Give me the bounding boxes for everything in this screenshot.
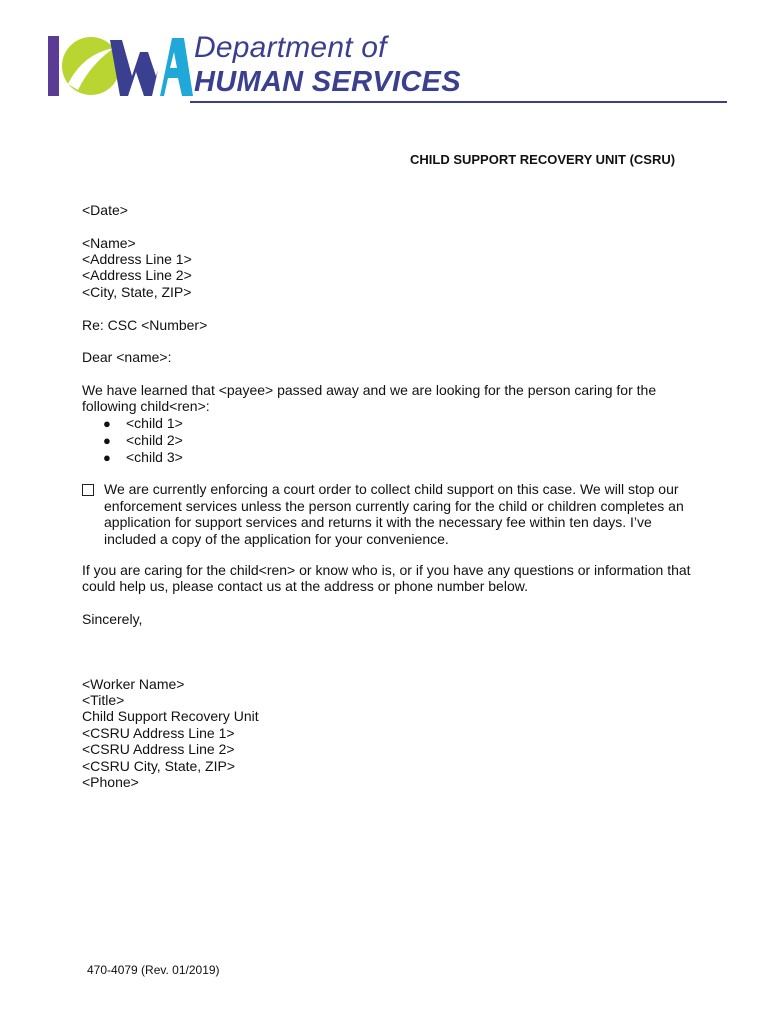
logo-letter-i (48, 36, 59, 96)
contact-line-2: could help us, please contact us at the address or phone number below. (82, 578, 528, 594)
iowa-logo (48, 34, 193, 98)
bullet-icon: ● (103, 416, 111, 431)
court-order-line: included a copy of the application for your convenience. (104, 530, 449, 547)
re-line: Re: CSC <Number> (82, 317, 208, 333)
child-label: <child 3> (126, 449, 183, 465)
court-order-text (104, 481, 704, 547)
closing: Sincerely, (82, 611, 143, 627)
intro-line-2: following child<ren>: (82, 398, 210, 414)
signature-address-line-2: <CSRU Address Line 2> (82, 741, 235, 757)
letter-date: <Date> (82, 202, 128, 218)
recipient-address-line-1: <Address Line 1> (82, 251, 192, 267)
unit-heading: CHILD SUPPORT RECOVERY UNIT (CSRU) (410, 152, 676, 167)
logo-letter-w (110, 40, 158, 96)
child-list-item (103, 432, 183, 450)
child-list-item (103, 449, 183, 467)
department-line-1: Department of (194, 31, 387, 64)
child-list-item (103, 415, 183, 433)
recipient-address-line-2: <Address Line 2> (82, 267, 192, 283)
child-label: <child 1> (126, 415, 183, 431)
contact-line-1: If you are caring for the child<ren> or know who is, or if you have any questions or information that (82, 562, 691, 578)
signature-unit: Child Support Recovery Unit (82, 708, 259, 724)
intro-line-1: We have learned that <payee> passed away and we are looking for the person caring for the (82, 382, 657, 398)
court-order-line: enforcement services unless the person currently caring for the child or children completes an (104, 497, 684, 514)
form-number: 470-4079 (Rev. 01/2019) (87, 963, 220, 977)
signature-title: <Title> (82, 692, 125, 708)
court-order-line: We are currently enforcing a court order to collect child support on this case. We will stop our (104, 481, 679, 497)
recipient-city-state-zip: <City, State, ZIP> (82, 284, 192, 300)
signature-city-state-zip: <CSRU City, State, ZIP> (82, 758, 236, 774)
court-order-line: application for support services and returns it with the necessary fee within ten days. I’ve (104, 514, 652, 530)
header-divider (190, 101, 727, 103)
signature-worker-name: <Worker Name> (82, 676, 185, 692)
child-label: <child 2> (126, 432, 183, 448)
bullet-icon: ● (103, 450, 111, 465)
signature-phone: <Phone> (82, 774, 139, 790)
department-line-2: HUMAN SERVICES (194, 66, 461, 98)
signature-address-line-1: <CSRU Address Line 1> (82, 725, 235, 741)
bullet-icon: ● (103, 433, 111, 448)
recipient-name: <Name> (82, 235, 136, 251)
court-order-checkbox[interactable] (82, 484, 94, 496)
salutation: Dear <name>: (82, 349, 172, 365)
